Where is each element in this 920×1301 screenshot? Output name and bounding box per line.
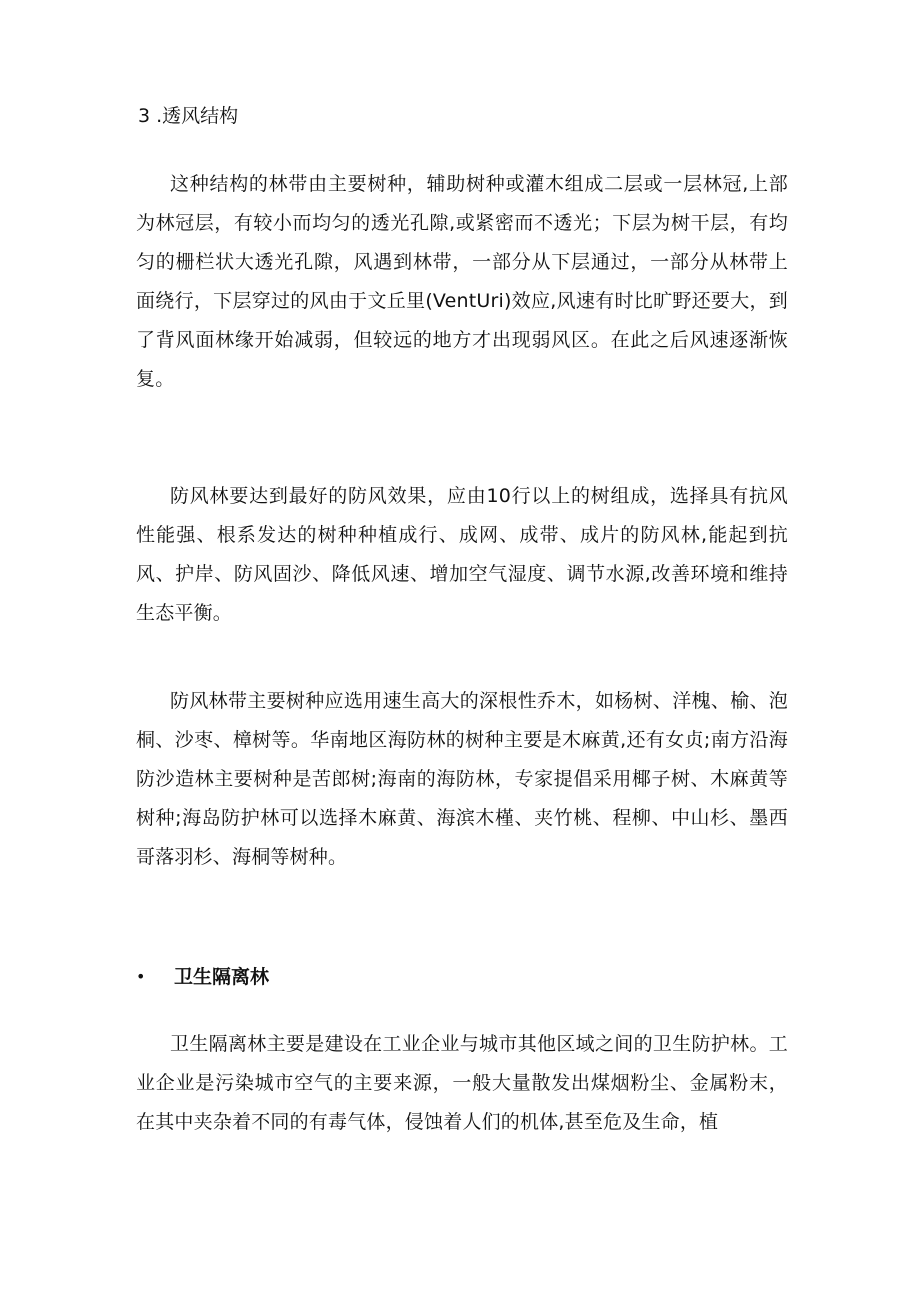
bullet-icon: • <box>136 967 146 986</box>
bullet-heading-title: 卫生隔离林 <box>174 966 270 988</box>
section-heading: 3 .透风结构 <box>138 105 239 127</box>
bullet-heading <box>136 962 269 992</box>
paragraph-tree-species: 防风林带主要树种应选用速生高大的深根性乔木，如杨树、洋槐、榆、泡桐、沙枣、樟树等。华南地区海防林的树种主要是木麻黄,还有女贞;南方沿海防沙造林主要树种是苦郎树;海南的海防林，专家提倡采用椰子树、木麻黄等树种;海岛防护林可以选择木麻黄、海滨木槿、夹竹桃、程柳、中山杉、墨西哥落羽杉、海桐等树种。 <box>136 690 788 868</box>
paragraph-wind-structure: 这种结构的林带由主要树种，辅助树种或灌木组成二层或一层林冠,上部为林冠层，有较小而均匀的透光孔隙,或紧密而不透光；下层为树干层，有均匀的栅栏状大透光孔隙，风遇到林带，一部分从下层通过，一部分从林带上面绕行，下层穿过的风由于文丘里(VentUri)效应,风速有时比旷野还要大，到了背风面林缘开始减弱，但较远的地方才出现弱风区。在此之后风速逐渐恢复。 <box>136 173 788 390</box>
paragraph-windbreak-effect: 防风林要达到最好的防风效果，应由10行以上的树组成，选择具有抗风性能强、根系发达的树种种植成行、成网、成带、成片的防风林,能起到抗风、护岸、防风固沙、降低风速、增加空气湿度、调节水源,改善环境和维持生态平衡。 <box>136 485 788 624</box>
paragraph-sanitary-belt: 卫生隔离林主要是建设在工业企业与城市其他区域之间的卫生防护林。工业企业是污染城市空气的主要来源，一般大量散发出煤烟粉尘、金属粉末，在其中夹杂着不同的有毒气体，侵蚀着人们的机体,甚至危及生命，植 <box>136 1033 788 1133</box>
